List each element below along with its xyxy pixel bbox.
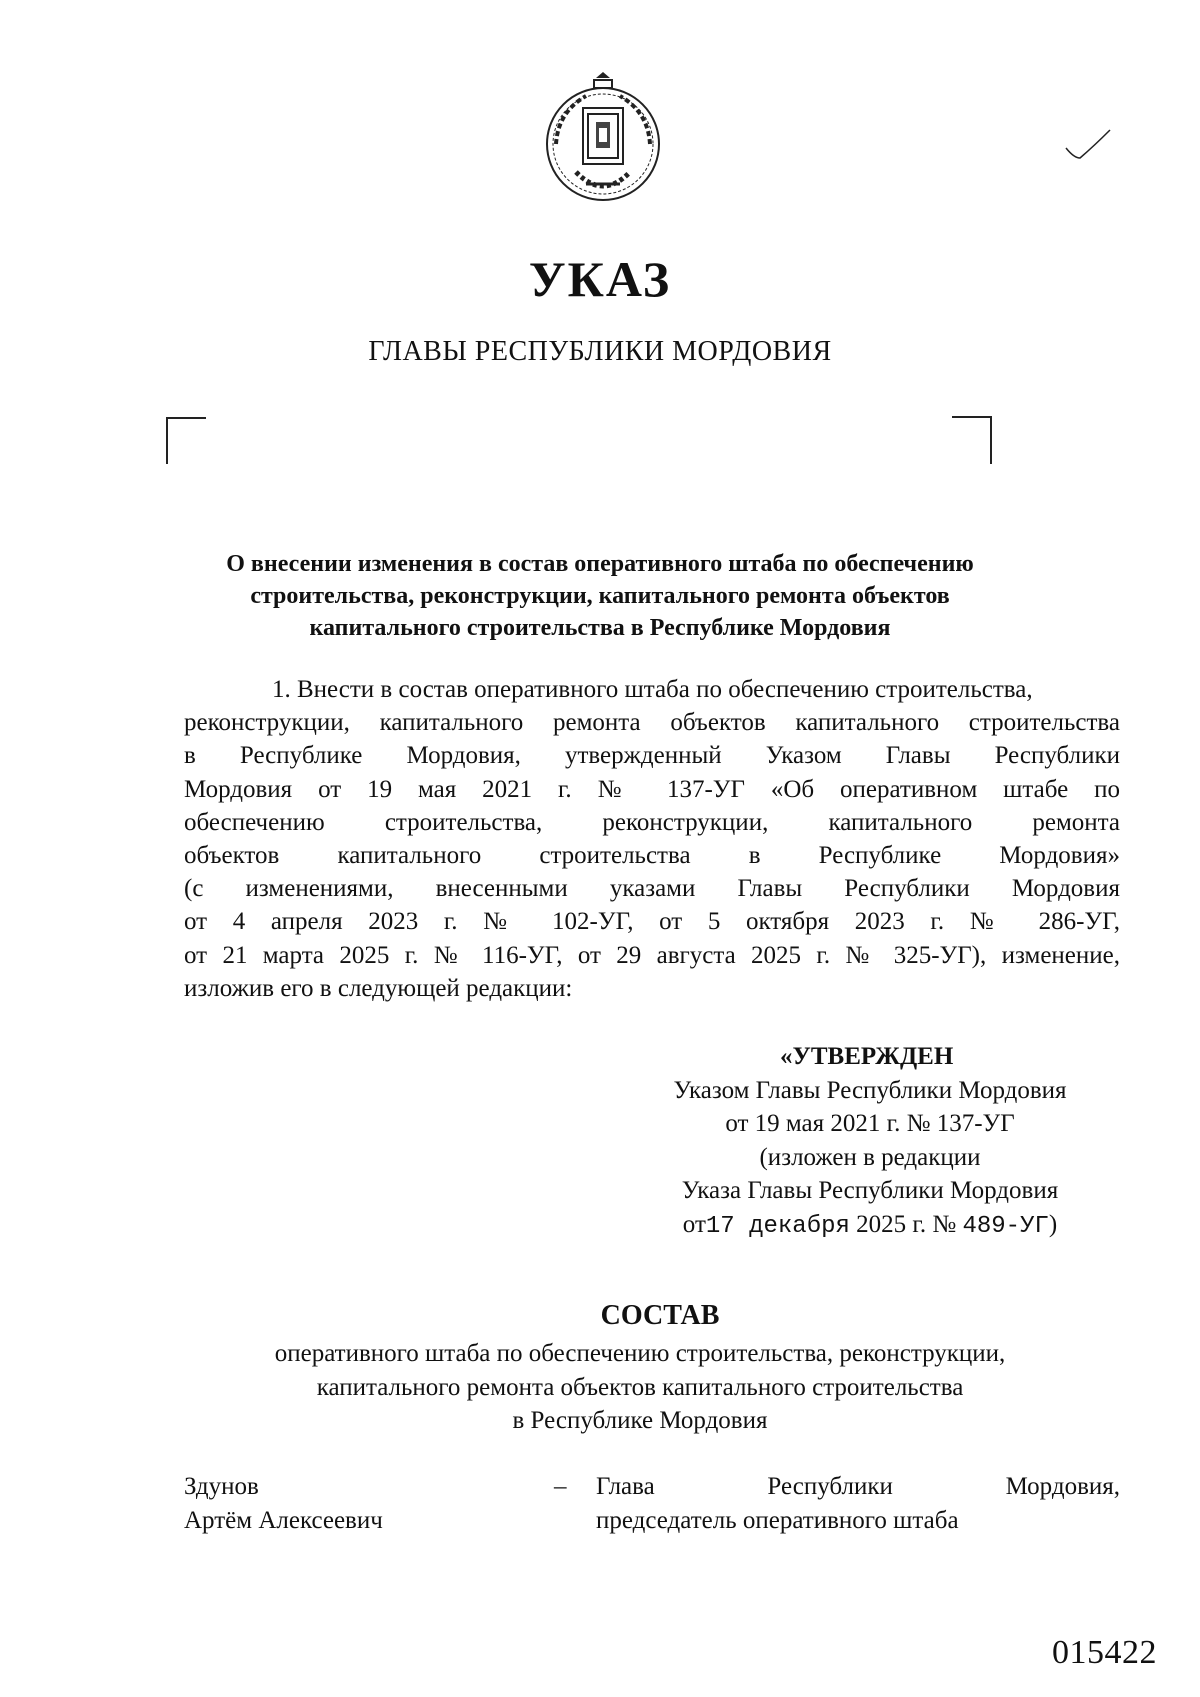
heading-line: строительства, реконструкции, капитального ремонта объектов <box>250 583 950 609</box>
composition-line: оперативного штаба по обеспечению строительства, реконструкции, <box>274 1340 1006 1367</box>
corner-mark-left <box>166 417 206 464</box>
member-dash: – <box>554 1473 567 1500</box>
approval-date-line <box>620 1208 1120 1244</box>
approval-date-year: 2025 г. № <box>849 1210 963 1238</box>
approval-stamp <box>620 1040 1120 1243</box>
body-line: от 4 апреля 2023 г. № 102-УГ, от 5 октября 2023 г. № 286-УГ, <box>184 908 1120 936</box>
body-line: обеспечению строительства, реконструкции, капитального ремонта <box>184 808 1120 836</box>
approval-label: «УТВЕРЖДЕН <box>780 1043 954 1070</box>
composition-line: капитального ремонта объектов капитального строительства <box>316 1373 964 1401</box>
composition-title: СОСТАВ <box>600 1300 720 1331</box>
approval-line: от 19 мая 2021 г. № 137-УГ <box>725 1110 1015 1137</box>
composition-line: в Республике Мордовия <box>512 1407 768 1434</box>
member-role-line: Глава Республики Мордовия, <box>596 1473 1120 1500</box>
check-mark-icon <box>1064 128 1112 164</box>
serial-number: 015422 <box>1052 1634 1157 1671</box>
coat-of-arms-icon <box>536 72 670 206</box>
body-line: Мордовия от 19 мая 2021 г. № 137-УГ «Об оперативном штабе по <box>184 775 1120 803</box>
body-line: реконструкции, капитального ремонта объектов капитального строительства <box>184 709 1120 737</box>
approval-number-filled: 489-УГ <box>962 1212 1049 1240</box>
approval-date-suffix: ) <box>1048 1210 1058 1238</box>
body-line: 1. Внести в состав оперативного штаба по обеспечению строительства, <box>272 676 1033 703</box>
body-line: изложив его в следующей редакции: <box>184 974 573 1002</box>
approval-line: Указа Главы Республики Мордовия <box>681 1177 1059 1204</box>
body-line: (с изменениями, внесенными указами Главы Республики Мордовия <box>184 875 1120 903</box>
document-title: УКАЗ <box>528 251 672 307</box>
member-surname: Здунов <box>184 1473 259 1500</box>
approval-line: (изложен в редакции <box>759 1143 981 1171</box>
decree-heading <box>180 548 1020 644</box>
approval-date-prefix: от <box>682 1210 706 1238</box>
member-role-line: председатель оперативного штаба <box>596 1506 959 1534</box>
approval-date-filled: 17 декабря <box>705 1212 850 1240</box>
member-given-names: Артём Алексеевич <box>184 1506 383 1534</box>
member-role <box>596 1470 1120 1537</box>
approval-line: Указом Главы Республики Мордовия <box>673 1076 1067 1104</box>
composition-description <box>180 1337 1100 1438</box>
body-line: от 21 марта 2025 г. № 116-УГ, от 29 августа 2025 г. № 325-УГ), изменение, <box>184 941 1120 969</box>
decree-body <box>184 673 1120 1005</box>
body-line: объектов капитального строительства в Республике Мордовия» <box>184 842 1120 870</box>
corner-mark-right <box>952 416 992 464</box>
body-line: в Республике Мордовия, утвержденный Указом Главы Республики <box>184 742 1120 770</box>
heading-line: О внесении изменения в состав оперативного штаба по обеспечению <box>226 551 974 577</box>
heading-line: капитального строительства в Республике Мордовия <box>309 615 891 641</box>
member-name <box>184 1470 524 1537</box>
document-subtitle: ГЛАВЫ РЕСПУБЛИКИ МОРДОВИЯ <box>368 336 832 367</box>
